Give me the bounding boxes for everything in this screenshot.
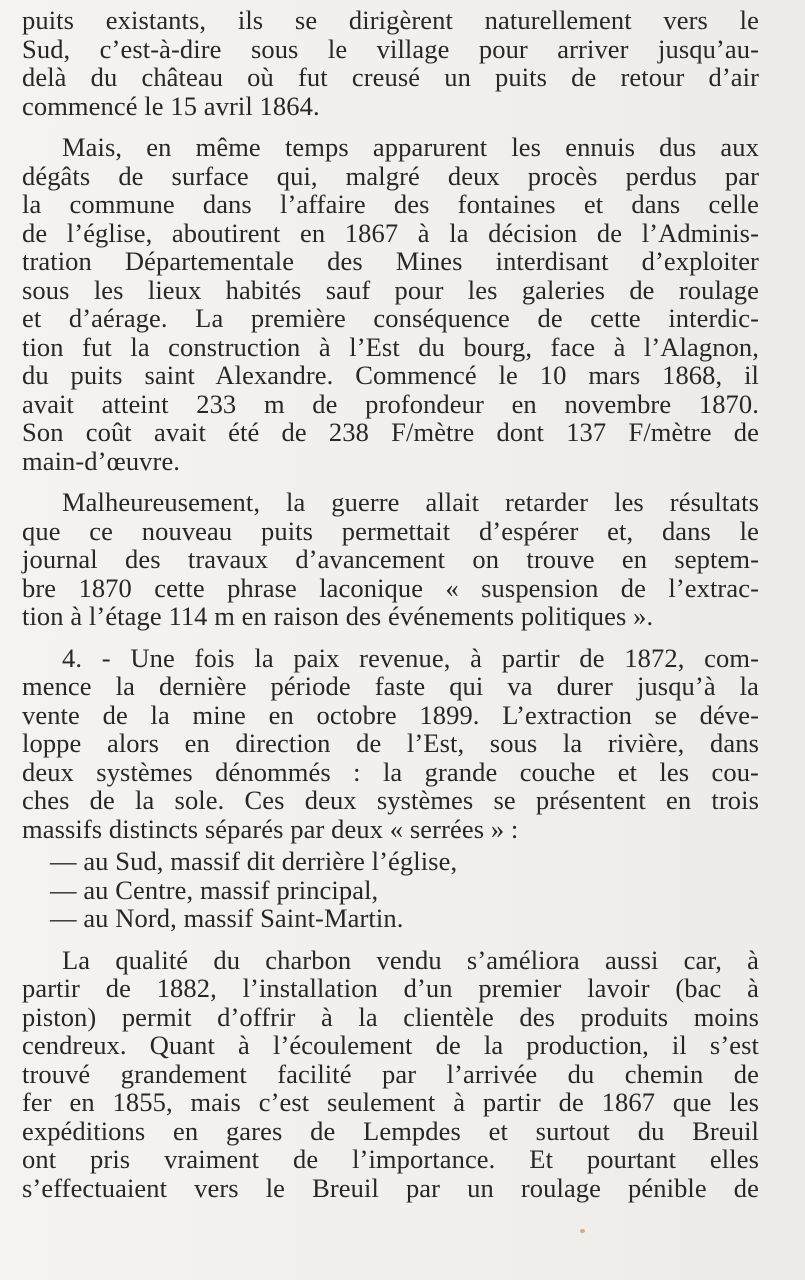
text-line: dégâts de surface qui, malgré deux procès perdus par [22,160,759,191]
text-line: tion à l’étage 114 m en raison des événements politiques ». [22,601,654,631]
text-line: mence la dernière période faste qui va durer jusqu’à la [22,671,759,701]
text-line: commencé le 15 avril 1864. [22,90,320,121]
text-line: et d’aérage. La première conséquence de cette interdic- [22,303,759,333]
text-line: ont pris vraiment de l’importance. Et pourtant elles [22,1144,759,1174]
text-line: la commune dans l’affaire des fontaines et dans celle [22,189,759,219]
paper-speck [580,1229,585,1233]
text-line: Malheureusement, la guerre allait retarder les résultats [62,487,759,517]
text-line: s’effectuaient vers le Breuil par un roulage pénible de [22,1172,759,1203]
paragraph-1 [22,6,759,120]
text-line: La qualité du charbon vendu s’améliora aussi car, à [62,944,759,975]
text-line: du puits saint Alexandre. Commencé le 10 mars 1868, il [22,360,759,390]
paragraph-3 [22,488,759,631]
paragraph-4 [22,644,759,844]
text-line: partir de 1882, l’installation d’un premier lavoir (bac à [22,973,759,1003]
text-line: ches de la sole. Ces deux systèmes se présentent en trois [22,785,759,815]
text-line: delà du château où fut creusé un puits de retour d’air [22,62,759,92]
document-body [22,6,759,1202]
text-line: journal des travaux d’avancement on trouve en septem- [22,544,759,574]
list-item: — au Nord, massif Saint-Martin. [50,903,404,933]
list-item: — au Centre, massif principal, [50,874,379,905]
text-line: avait atteint 233 m de profondeur en novembre 1870. [22,388,759,419]
text-line: fer en 1855, mais c’est seulement à partir de 1867 que les [22,1087,759,1117]
text-line: que ce nouveau puits permettait d’espérer et, dans le [22,515,759,546]
text-line: massifs distincts séparés par deux « serrées » : [22,813,519,844]
paragraph-gap [22,631,759,644]
massif-list [22,847,759,933]
text-line: main-d’œuvre. [22,445,181,476]
paragraph-2 [22,133,759,475]
text-line: trouvé grandement facilité par l’arrivée du chemin de [22,1058,759,1089]
text-line: tration Départementale des Mines interdisant d’exploiter [22,246,759,276]
text-line: cendreux. Quant à l’écoulement de la production, il s’est [22,1030,759,1060]
text-line: deux systèmes dénommés : la grande couche et les cou- [22,756,759,787]
text-line: piston) permit d’offrir à la clientèle des produits moins [22,1001,759,1032]
text-line: Mais, en même temps apparurent les ennuis dus aux [62,132,759,162]
text-line: bre 1870 cette phrase laconique « suspension de l’extrac- [22,572,759,603]
text-line: Son coût avait été de 238 F/mètre dont 137 F/mètre de [22,417,759,447]
text-line: sous les lieux habités sauf pour les galeries de roulage [22,274,759,305]
paragraph-gap [22,933,759,946]
text-line: vente de la mine en octobre 1899. L’extraction se déve- [22,699,759,730]
list-item: — au Sud, massif dit derrière l’église, [50,846,458,876]
text-line: puits existants, ils se dirigèrent naturellement vers le [22,5,759,35]
text-line: 4. - Une fois la paix revenue, à partir de 1872, com- [62,642,759,673]
text-line: de l’église, aboutirent en 1867 à la décision de l’Adminis- [22,217,759,248]
text-line: Sud, c’est-à-dire sous le village pour arriver jusqu’au- [22,33,759,64]
text-line: tion fut la construction à l’Est du bourg, face à l’Alagnon, [22,331,759,362]
text-line: expéditions en gares de Lempdes et surtout du Breuil [22,1115,759,1146]
paragraph-5 [22,946,759,1203]
text-line: loppe alors en direction de l’Est, sous la rivière, dans [22,728,759,758]
